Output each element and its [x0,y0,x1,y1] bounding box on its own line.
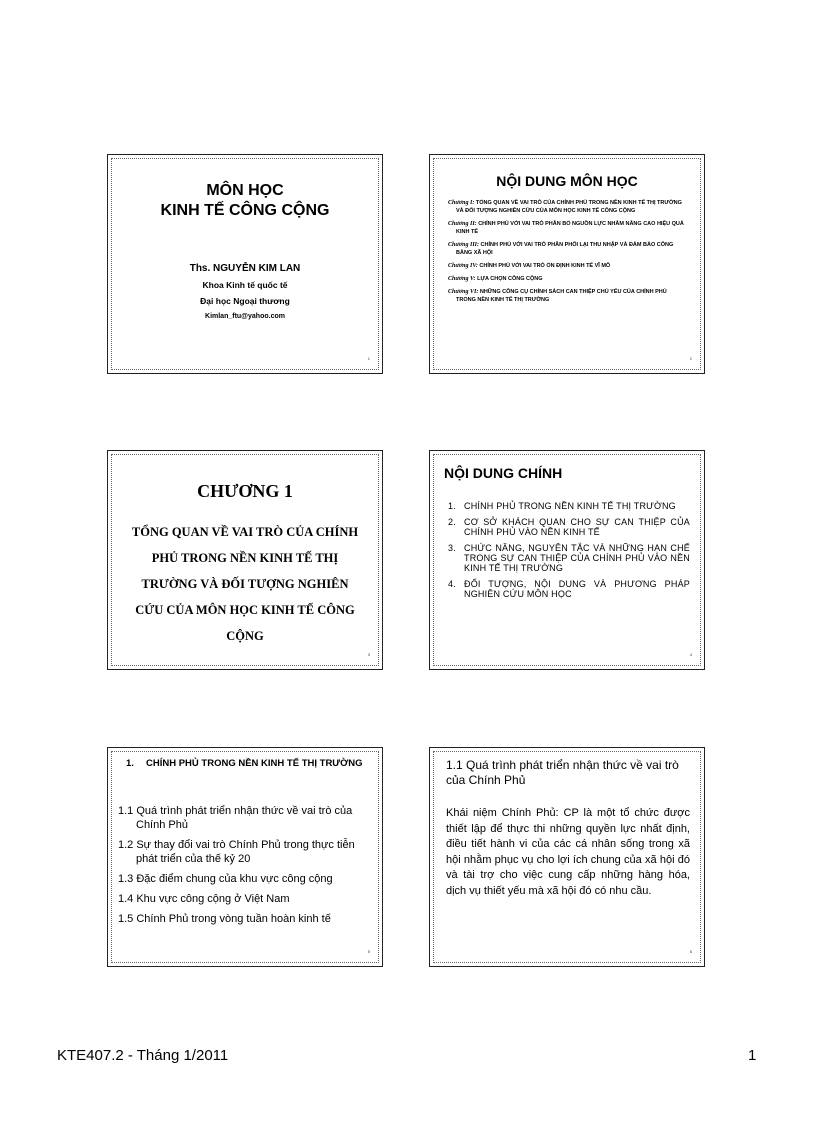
slide-1 [107,154,383,374]
list-item [444,543,690,573]
slide-number: 3 [367,652,370,657]
list-item-number: 3. [448,543,456,553]
author-name: Ths. NGUYỄN KIM LAN [189,263,301,274]
footer-course-code: KTE407.2 - Tháng 1/2011 [57,1047,229,1064]
list-item-number: 1. [448,501,456,511]
chapter-text: LỰA CHỌN CÔNG CỘNG [477,276,543,282]
slide-3 [107,450,383,670]
slide-1-author-block [108,261,382,325]
chapter-label: Chương V: [448,276,476,282]
list-item-text: CHỨC NĂNG, NGUYÊN TẮC VÀ NHỮNG HẠN CHẾ TRONG SỰ CAN THIỆP CỦA CHÍNH PHỦ VÀO NỀN KINH TẾ THỊ TRƯỜNG [464,543,690,573]
title-line-1: MÔN HỌC [206,182,284,199]
chapter-subtitle: TỔNG QUAN VỀ VAI TRÒ CỦA CHÍNH PHỦ TRONG NỀN KINH TẾ THỊ TRƯỜNG VÀ ĐỐI TƯỢNG NGHIÊN CỨU CỦA MÔN HỌC KINH TẾ CÔNG CỘNG [131,525,359,643]
title-line-2: KINH TẾ CÔNG CỘNG [160,202,330,219]
list-item [444,579,690,599]
slide-number: 4 [689,652,692,657]
chapter-text: TỔNG QUAN VỀ VAI TRÒ CỦA CHÍNH PHỦ TRONG NỀN KINH TẾ THỊ TRƯỜNG VÀ ĐỐI TƯỢNG NGHIÊN CỨU CỦA MÔN HỌC KINH TẾ CÔNG CỘNG [456,200,682,214]
list-item: 1.1 Quá trình phát triển nhận thức về vai trò của Chính Phủ [118,805,353,831]
heading-number: 1. [126,758,134,769]
author-email: Kimlan_ftu@yahoo.com [205,313,285,320]
list-item: 1.4 Khu vực công cộng ở Việt Nam [118,893,290,905]
list-item-text: ĐỐI TƯỢNG, NỘI DUNG VÀ PHƯƠNG PHÁP NGHIÊN CỨU MÔN HỌC [464,579,690,599]
list-item-text: CHÍNH PHỦ TRONG NỀN KINH TẾ THỊ TRƯỜNG [464,501,676,511]
list-item [444,501,690,511]
chapter-title: CHƯƠNG 1 [197,481,293,501]
chapter-item [448,288,688,304]
slide-4 [429,450,705,670]
slide-1-title [108,181,382,221]
main-content-list [444,501,690,605]
slide-4-heading: NỘI DUNG CHÍNH [444,465,563,481]
chapter-label: Chương VI: [448,289,479,295]
footer-page-number: 1 [748,1047,757,1064]
chapter-label: Chương II: [448,221,477,227]
chapter-list [448,199,688,309]
chapter-item [448,220,688,236]
chapter-label: Chương IV: [448,263,478,269]
list-item: 1.5 Chính Phủ trong vòng tuần hoàn kinh tế [118,913,331,925]
list-item-number: 2. [448,517,456,527]
chapter-item [448,262,688,270]
list-item-text: CƠ SỞ KHÁCH QUAN CHO SỰ CAN THIỆP CỦA CHÍNH PHỦ VÀO NỀN KINH TẾ [464,517,690,537]
slide-2 [429,154,705,374]
list-item: 1.3 Đặc điểm chung của khu vực công cộng [118,873,333,885]
chapter-label: Chương I: [448,200,475,206]
section-list [118,804,370,932]
university: Đại học Ngoại thương [200,296,290,306]
list-item [444,517,690,537]
chapter-item [448,199,688,215]
list-item: 1.2 Sự thay đổi vai trò Chính Phủ trong thực tiễn phát triển của thế kỷ 20 [118,839,355,865]
slide-6-heading: 1.1 Quá trình phát triển nhận thức về vai trò của Chính Phủ [446,758,679,787]
slide-5-heading [122,758,368,770]
chapter-item [448,275,688,283]
chapter-text: CHÍNH PHỦ VỚI VAI TRÒ PHÂN BỔ NGUỒN LỰC NHẰM NÂNG CAO HIỆU QUẢ KINH TẾ [456,221,684,235]
chapter-text: CHÍNH PHỦ VỚI VAI TRÒ ỔN ĐỊNH KINH TẾ VĨ MÔ [479,263,611,269]
heading-text: CHÍNH PHỦ TRONG NỀN KINH TẾ THỊ TRƯỜNG [146,758,363,769]
chapter-label: Chương III: [448,242,479,248]
list-item-number: 4. [448,579,456,589]
chapter-text: CHÍNH PHỦ VỚI VAI TRÒ PHÂN PHỐI LẠI THU NHẬP VÀ ĐẢM BẢO CÔNG BẰNG XÃ HỘI [456,242,674,256]
slide-6 [429,747,705,967]
slide-5 [107,747,383,967]
slide-number: 5 [367,949,370,954]
slide-number: 6 [689,949,692,954]
slide-number: 1 [367,356,370,361]
slide-number: 2 [689,356,692,361]
faculty: Khoa Kinh tế quốc tế [202,280,288,290]
chapter-text: NHỮNG CÔNG CỤ CHÍNH SÁCH CAN THIỆP CHỦ YẾU CỦA CHÍNH PHỦ TRONG NỀN KINH TẾ THỊ TRƯỜNG [456,289,667,303]
slide-2-heading: NỘI DUNG MÔN HỌC [496,173,638,189]
government-definition: Khái niệm Chính Phủ: CP là một tổ chức được thiết lập để thực thi những quyền lực nhất định, điều tiết hành vi của các cá nhân sống trong xã hội nhằm phục vụ cho lợi ích chung của xã hội đó và tài trợ cho việc cung cấp những hàng hóa, dịch vụ thiết yếu mà xã hội đó có nhu cầu. [446,807,690,897]
chapter-item [448,241,688,257]
